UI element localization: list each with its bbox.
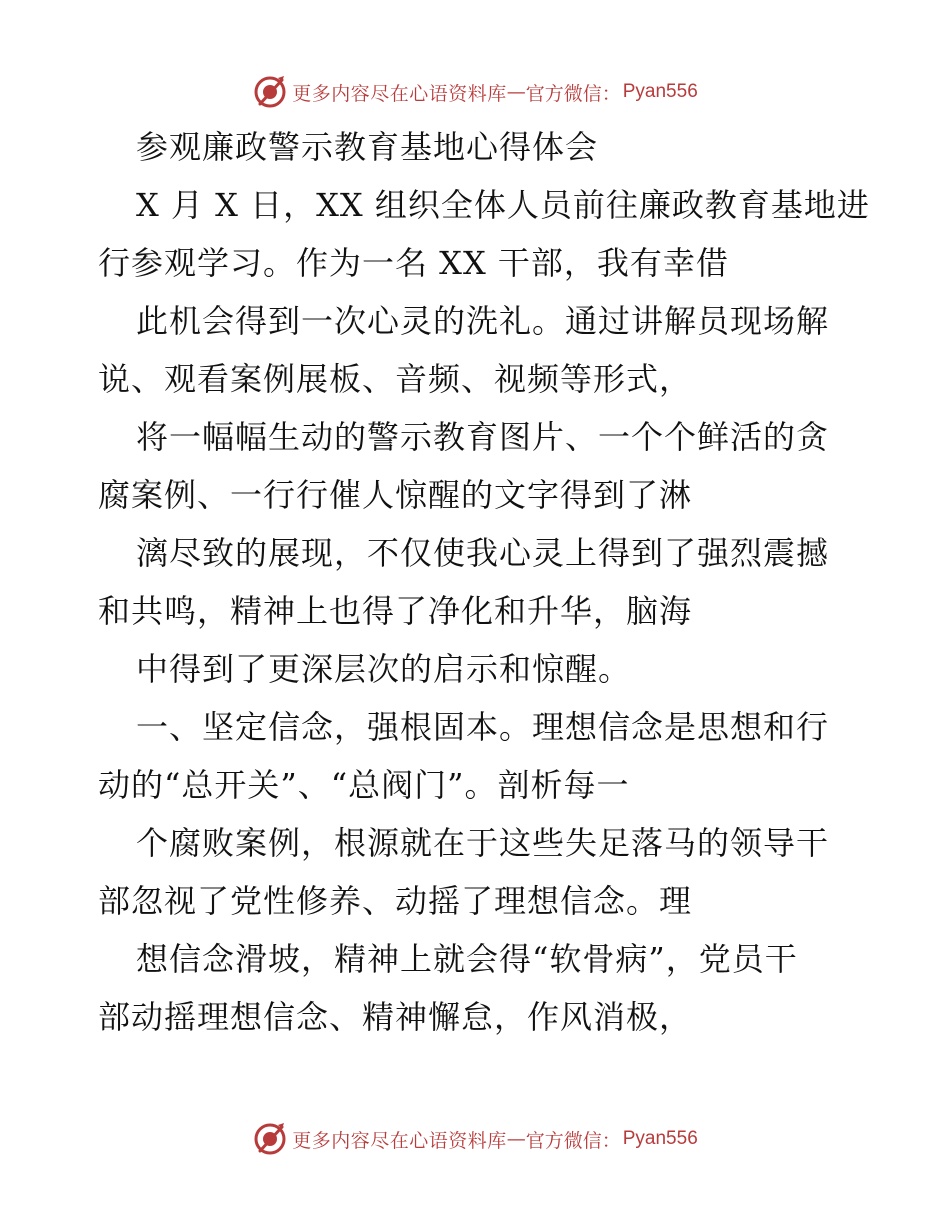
paragraph-line: 此机会得到一次心灵的洗礼。通过讲解员现场解: [136, 302, 830, 340]
footer-separator: —: [506, 1128, 526, 1150]
header-site-name: 更多内容尽在心语资料库: [292, 82, 507, 105]
header-separator: —: [506, 81, 526, 103]
header-wechat-id: Pyan556: [622, 81, 698, 102]
paragraph-line: 腐案例、一行行催人惊醒的文字得到了淋: [98, 476, 693, 514]
document-title: 参观廉政警示教育基地心得体会: [136, 128, 599, 166]
header-banner: [0, 70, 950, 114]
paragraph-line: 部动摇理想信念、精神懈怠，作风消极，: [98, 998, 693, 1036]
brand-logo-icon: [252, 1121, 288, 1157]
paragraph-line: 动的“总开关”、“总阀门”。剖析每一: [98, 766, 630, 804]
paragraph-line: 个腐败案例，根源就在于这些失足落马的领导干: [136, 824, 830, 862]
header-wechat-label: 官方微信：: [525, 82, 621, 105]
paragraph-line: 和共鸣，精神上也得了净化和升华，脑海: [98, 592, 693, 630]
footer-banner: [0, 1117, 950, 1161]
paragraph-line: 说、观看案例展板、音频、视频等形式，: [98, 360, 693, 398]
paragraph-line: 将一幅幅生动的警示教育图片、一个个鲜活的贪: [136, 418, 830, 456]
paragraph-line: 行参观学习。作为一名 XX 干部，我有幸借: [98, 244, 729, 282]
paragraph-line: X 月 X 日，XX 组织全体人员前往廉政教育基地进: [136, 186, 870, 224]
paragraph-line: 部忽视了党性修养、动摇了理想信念。理: [98, 882, 693, 920]
brand-logo-icon: [252, 74, 288, 110]
paragraph-line: 漓尽致的展现，不仅使我心灵上得到了强烈震撼: [136, 534, 830, 572]
footer-site-name: 更多内容尽在心语资料库: [292, 1129, 507, 1152]
section-heading-line: 一、坚定信念，强根固本。理想信念是思想和行: [136, 708, 830, 746]
paragraph-line: 想信念滑坡，精神上就会得“软骨病”，党员干: [136, 940, 798, 978]
footer-wechat-id: Pyan556: [622, 1128, 698, 1149]
paragraph-line: 中得到了更深层次的启示和惊醒。: [136, 650, 632, 688]
footer-wechat-label: 官方微信：: [525, 1129, 621, 1152]
